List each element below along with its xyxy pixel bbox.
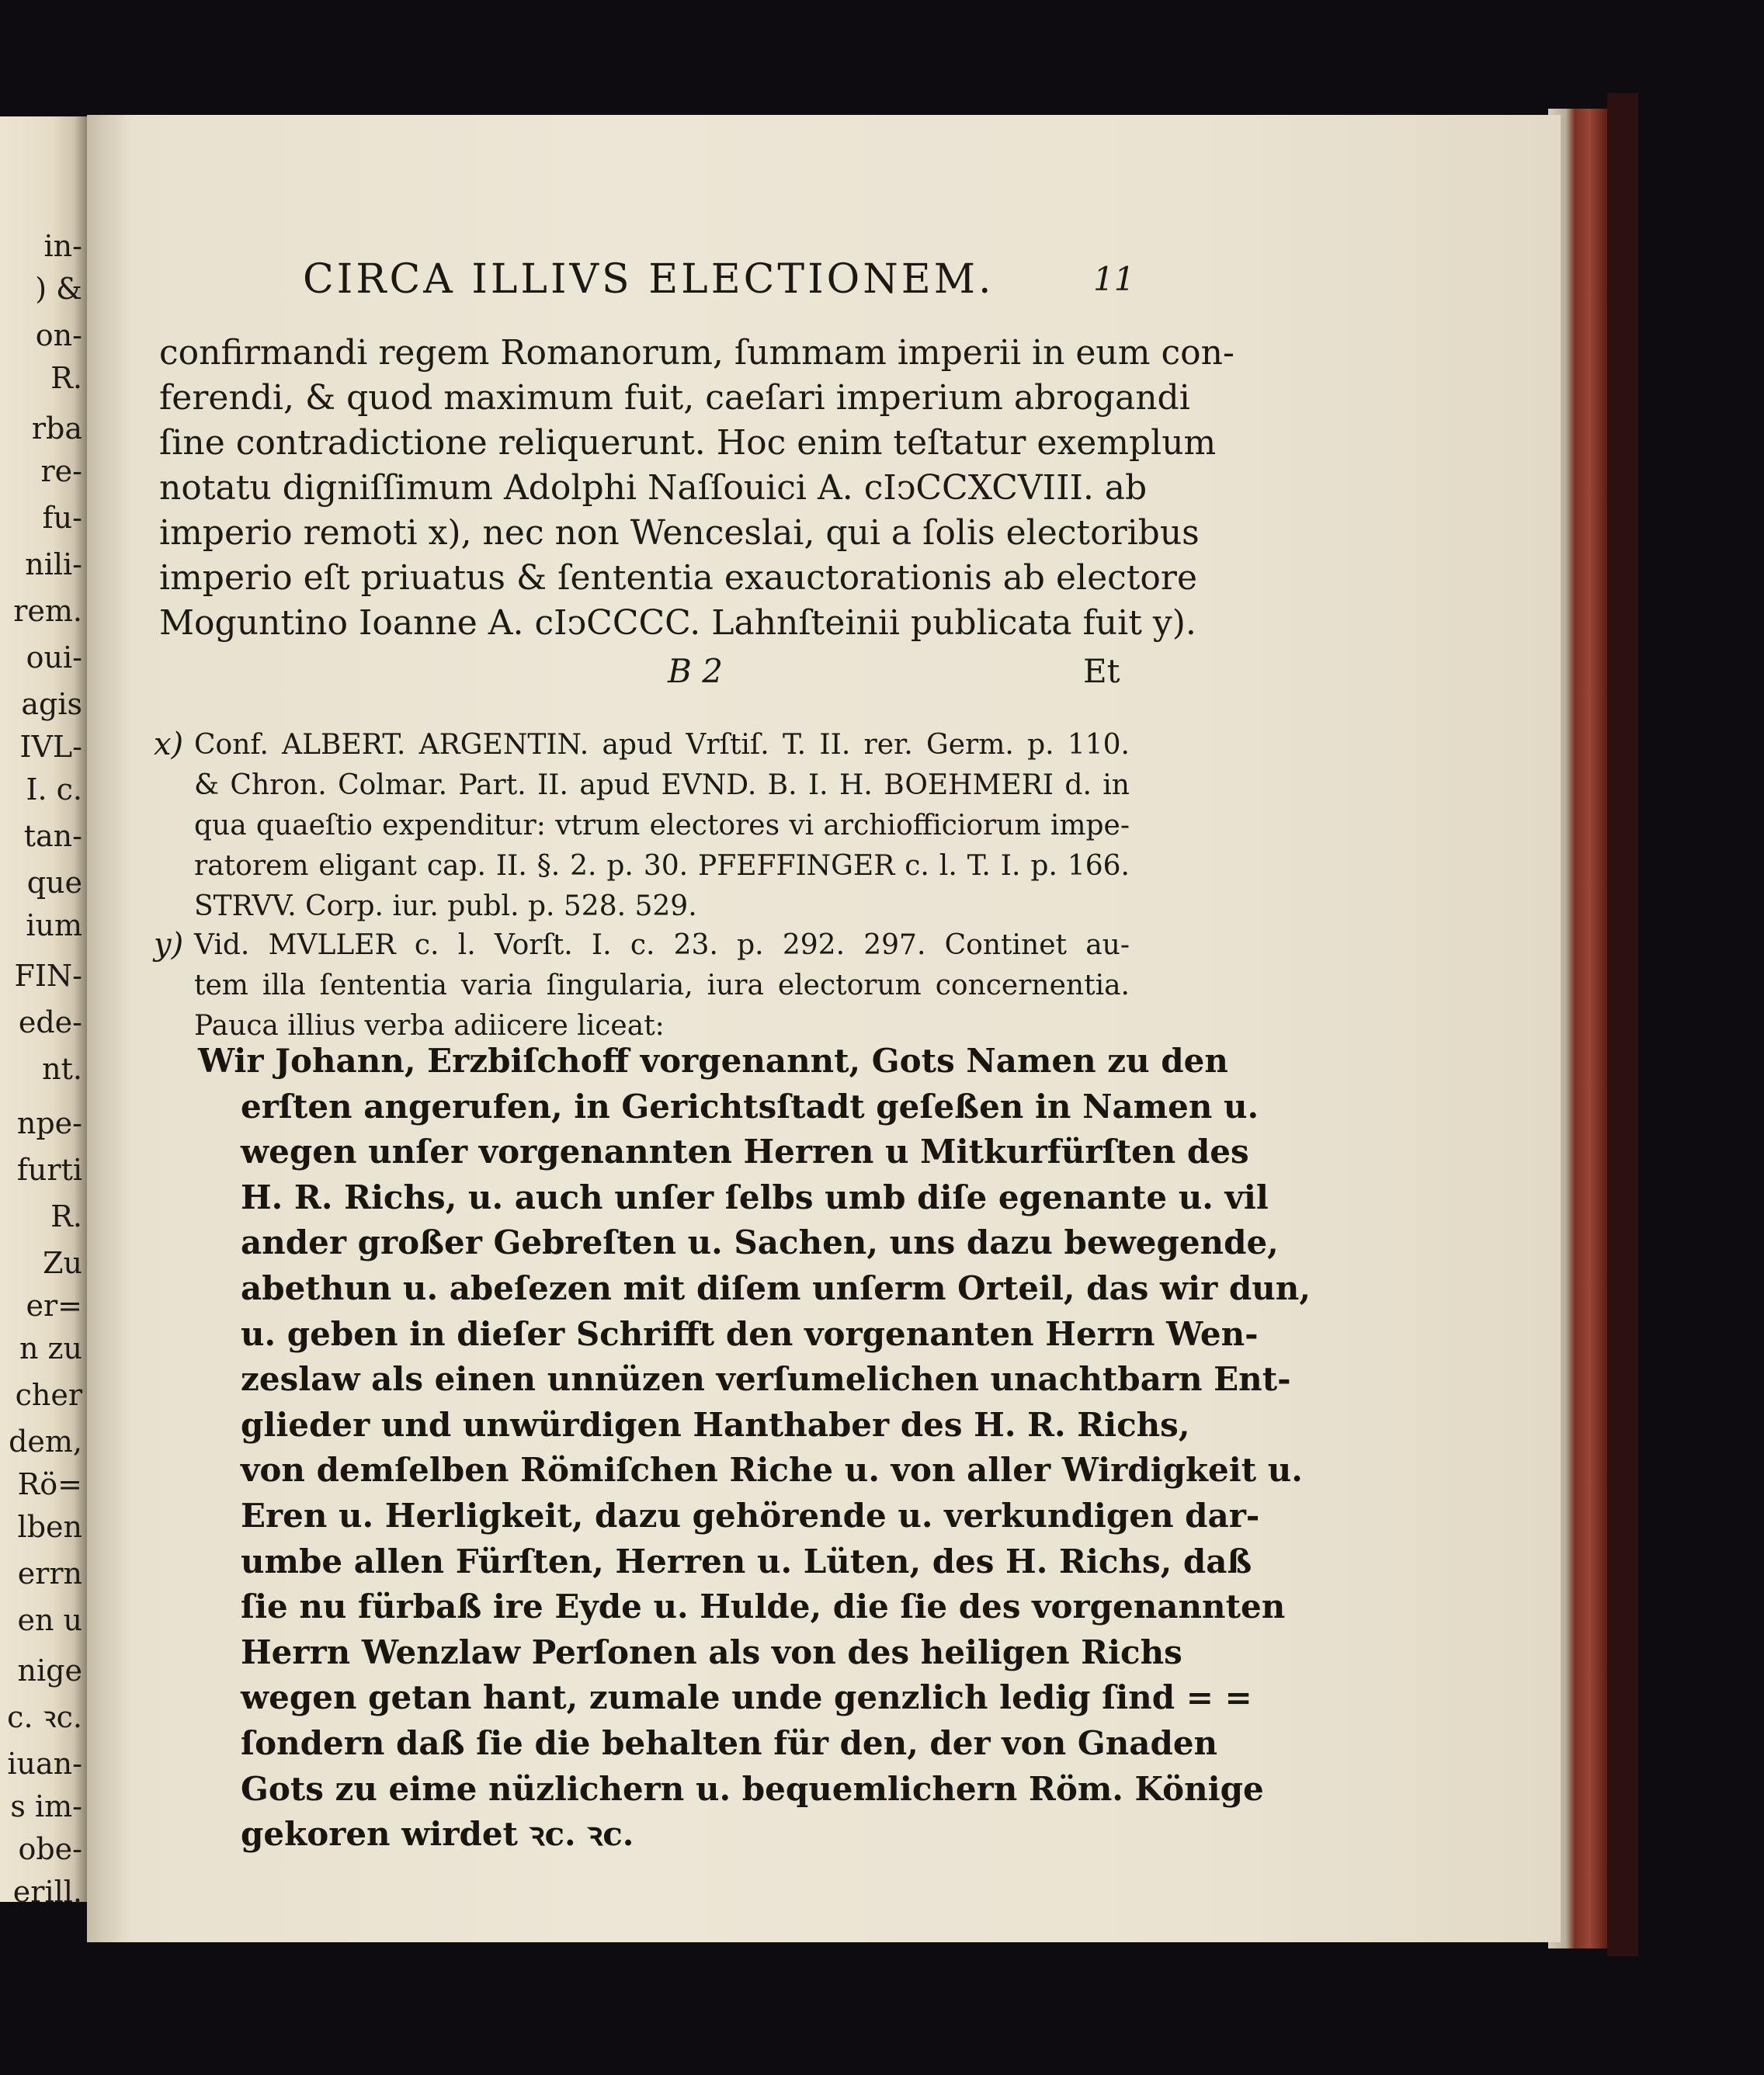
main-text-line: ferendi, & quod maximum fuit, caeſari imperium abrogandi bbox=[159, 378, 1190, 418]
footnote-line: Conf. ALBERT. ARGENTIN. apud Vrſtiſ. T. II. rer. Germ. p. 110. bbox=[194, 729, 1130, 761]
left-page-fragment: FIN- bbox=[14, 959, 82, 993]
left-page-fragment: obe- bbox=[18, 1832, 82, 1866]
left-page-fragment: en u bbox=[17, 1603, 82, 1637]
footnote-mark: x) bbox=[154, 727, 184, 762]
blackletter-line: umbe allen Fürſten, Herren u. Lüten, des H. Richs, daß bbox=[241, 1542, 1252, 1581]
left-page-fragment: nt. bbox=[42, 1052, 82, 1086]
left-page-fragment: agis bbox=[21, 687, 82, 721]
left-page-fragment: cher bbox=[15, 1378, 82, 1412]
blackletter-line: wegen getan hant, zumale unde genzlich ledig ſind = = bbox=[241, 1678, 1252, 1717]
left-page-fragment: erill. bbox=[12, 1875, 82, 1909]
left-page-fragment: er= bbox=[26, 1289, 82, 1323]
left-page-fragment: R. bbox=[50, 1199, 82, 1234]
running-head: CIRCA ILLIVS ELECTIONEM. bbox=[303, 256, 995, 303]
blackletter-line: H. R. Richs, u. auch unſer ſelbs umb diſe egenante u. vil bbox=[241, 1178, 1269, 1216]
main-text-line: notatu digniſſimum Adolphi Naſſouici A. cIↄCCXCVIII. ab bbox=[159, 468, 1148, 508]
left-page-fragment: tan- bbox=[23, 819, 82, 853]
left-page-fragment: I. c. bbox=[26, 772, 82, 807]
left-page-fragment: nili- bbox=[25, 547, 82, 581]
footnote-line: Pauca illius verba adiicere liceat: bbox=[194, 1010, 665, 1042]
left-page-fragment: oui- bbox=[26, 640, 82, 675]
footnote-line: ratorem eligant cap. II. §. 2. p. 30. PFEFFINGER c. l. T. I. p. 166. bbox=[194, 850, 1130, 882]
main-text-line: Moguntino Ioanne A. cIↄCCCC. Lahnſteinii publicata fuit y). bbox=[159, 603, 1196, 643]
main-text-line: ſine contradictione reliquerunt. Hoc enim teſtatur exemplum bbox=[159, 423, 1217, 463]
blackletter-line: ander großer Gebreſten u. Sachen, uns dazu bewegende, bbox=[241, 1223, 1279, 1262]
left-page-fragment: fu- bbox=[42, 501, 82, 535]
signature-mark: B 2 bbox=[668, 652, 723, 690]
blackletter-line: ſondern daß ſie die behalten für den, der von Gnaden bbox=[241, 1724, 1218, 1762]
blackletter-line: von demſelben Römiſchen Riche u. von aller Wirdigkeit u. bbox=[241, 1451, 1303, 1490]
left-page-fragment: que bbox=[26, 866, 82, 900]
left-page-fragment: n zu bbox=[19, 1331, 82, 1365]
footnote-mark: y) bbox=[154, 927, 184, 963]
left-page-fragment: s im- bbox=[10, 1789, 82, 1823]
footnote-line: Vid. MVLLER c. l. Vorſt. I. c. 23. p. 292. 297. Continet au- bbox=[194, 929, 1130, 961]
left-page-fragment: on- bbox=[35, 318, 82, 352]
left-page-fragment: ) & bbox=[35, 272, 82, 306]
left-page-fragment: errn bbox=[17, 1556, 82, 1591]
left-page-strip bbox=[0, 116, 87, 1909]
main-text-line: confirmandi regem Romanorum, ſummam imperii in eum con- bbox=[159, 333, 1234, 373]
blackletter-line: Gots zu eime nüzlichern u. bequemlichern Röm. Könige bbox=[241, 1769, 1264, 1808]
left-page-fragment: iuan- bbox=[7, 1747, 82, 1781]
footnote-line: STRVV. Corp. iur. publ. p. 528. 529. bbox=[194, 890, 697, 922]
left-page-fragment: IVL- bbox=[19, 730, 82, 764]
left-page-fragment: ede- bbox=[18, 1005, 82, 1039]
blackletter-line: u. geben in dieſer Schrifft den vorgenanten Herrn Wen- bbox=[241, 1314, 1259, 1353]
footnote-line: qua quaeſtio expenditur: vtrum electores vi archiofficiorum impe- bbox=[194, 810, 1130, 841]
blackletter-line: Eren u. Herligkeit, dazu gehörende u. verkundigen dar- bbox=[241, 1497, 1260, 1535]
left-page-fragment: in- bbox=[43, 229, 82, 263]
left-page-fragment: dem, bbox=[9, 1424, 82, 1459]
left-page-fragment: rba bbox=[31, 411, 82, 446]
blackletter-line: erſten angerufen, in Gerichtsſtadt geſeßen in Namen u. bbox=[241, 1087, 1259, 1126]
blackletter-line: Wir Johann, Erzbiſchoff vorgenannt, Gots Namen zu den bbox=[198, 1042, 1228, 1080]
book-cover-edge bbox=[1607, 93, 1638, 1956]
blackletter-line: abethun u. abeſezen mit diſem unſerm Orteil, das wir dun, bbox=[241, 1269, 1311, 1307]
blackletter-line: ſie nu fürbaß ire Eyde u. Hulde, die ſie des vorgenannten bbox=[241, 1587, 1286, 1626]
left-page-fragment: re- bbox=[40, 454, 82, 488]
blackletter-line: glieder und unwürdigen Hanthaber des H. R. Richs, bbox=[241, 1405, 1190, 1444]
footnote-line: tem illa ſententia varia ſingularia, iura electorum concernentia. bbox=[194, 970, 1130, 1001]
page-number: 11 bbox=[1093, 260, 1135, 298]
catchword: Et bbox=[1083, 652, 1120, 690]
blackletter-line: gekoren wirdet ꝛc. ꝛc. bbox=[241, 1815, 634, 1854]
blackletter-line: zeslaw als einen unnüzen verſumelichen unachtbarn Ent- bbox=[241, 1360, 1291, 1399]
left-page-fragment: lben bbox=[17, 1510, 82, 1544]
blackletter-line: wegen unſer vorgenannten Herren u Mitkurfürſten des bbox=[241, 1133, 1249, 1171]
main-text-line: imperio eſt priuatus & ſententia exauctorationis ab electore bbox=[159, 558, 1197, 598]
left-page-fragment: Zu bbox=[43, 1246, 82, 1280]
footnote-line: & Chron. Colmar. Part. II. apud EVND. B. I. H. BOEHMERI d. in bbox=[194, 769, 1130, 801]
left-page-fragment: npe- bbox=[16, 1106, 82, 1140]
left-page-fragment: rem. bbox=[13, 594, 82, 628]
left-page-fragment: furti bbox=[16, 1153, 82, 1187]
main-text-line: imperio remoti x), nec non Wenceslai, qui a ſolis electoribus bbox=[159, 513, 1200, 553]
left-page-fragment: nige bbox=[17, 1653, 82, 1688]
left-page-fragment: c. ꝛc. bbox=[7, 1700, 82, 1734]
left-page-fragment: ium bbox=[26, 908, 82, 942]
left-page-fragment: R. bbox=[50, 361, 82, 395]
left-page-fragment: Rö= bbox=[17, 1467, 82, 1501]
blackletter-line: Herrn Wenzlaw Perſonen als von des heiligen Richs bbox=[241, 1633, 1182, 1671]
